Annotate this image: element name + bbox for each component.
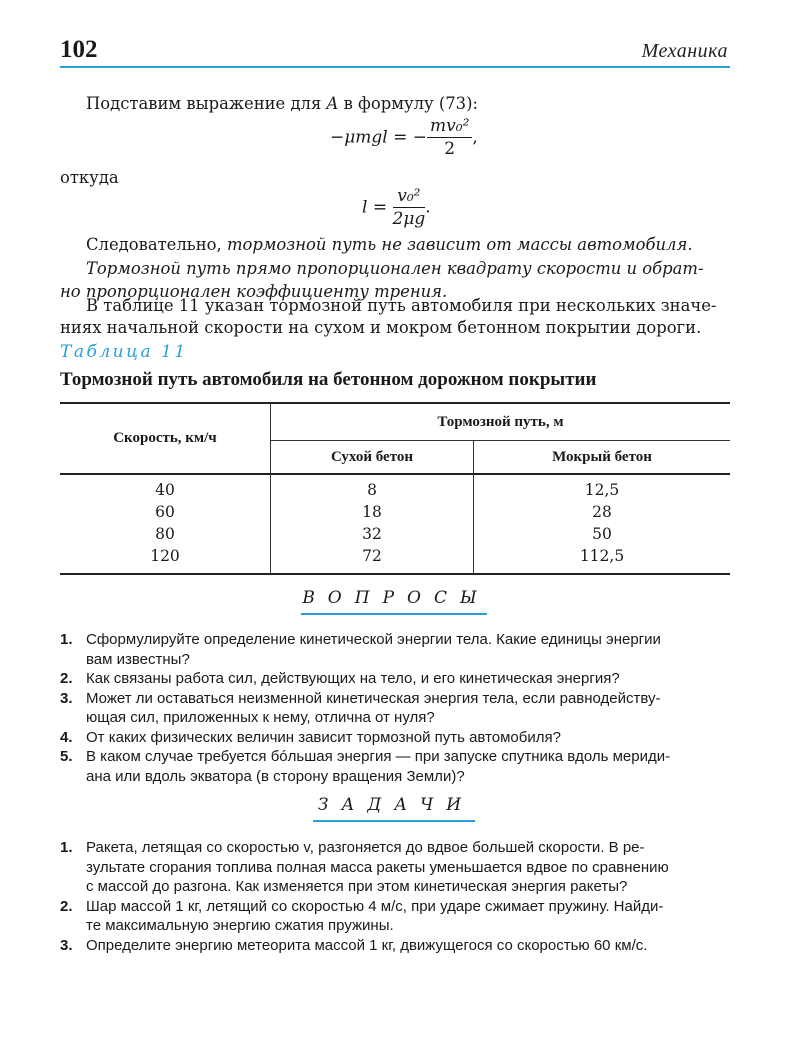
item-number: 5. — [60, 748, 73, 765]
table-row — [60, 474, 730, 501]
item-line: зультате сгорания топлива полная масса ракеты уменьшается вдвое по сравнению — [86, 858, 669, 876]
item-number: 4. — [60, 728, 73, 746]
formula1-tail: , — [472, 127, 478, 148]
conclusion-line-2: Тормозной путь прямо пропорционален квадрату скорости и обрат- — [86, 259, 704, 278]
braking-distance-table — [60, 402, 730, 575]
cell-speed: 60 — [60, 501, 271, 523]
item-number: 1. — [60, 839, 73, 856]
item-line: вам известны? — [86, 650, 190, 668]
item-line: Может ли оставаться неизменной кинетическая энергия тела, если равнодейству- — [86, 689, 661, 707]
item-line: те максимальную энергию сжатия пружины. — [86, 917, 394, 934]
item-number: 1. — [60, 631, 73, 648]
item-line: ана или вдоль экватора (в сторону вращения Земли)? — [86, 767, 465, 785]
item-line: ющая сил, приложенных к нему, отлична от нуля? — [86, 709, 435, 726]
column-header-wet: Мокрый бетон — [552, 448, 652, 465]
cell-speed: 80 — [60, 523, 271, 545]
formula2-denominator: 2μg — [392, 209, 426, 229]
conclusion-line-1 — [86, 233, 693, 257]
intro-text-before: Подставим выражение для — [86, 94, 327, 113]
formula1-fraction — [427, 116, 472, 159]
variable-a: A — [326, 94, 339, 113]
page-number: 102 — [60, 36, 98, 63]
cell-dry: 18 — [271, 501, 474, 523]
item-line: Ракета, летящая со скоростью v, разгоняется до вдвое большей скорости. В ре- — [86, 839, 645, 856]
cell-dry: 72 — [271, 545, 474, 574]
item-number: 3. — [60, 689, 73, 707]
item-line: с массой до разгона. Как изменяется при этом кинетическая энергия ракеты? — [86, 878, 628, 895]
list-item — [60, 689, 732, 728]
formula2-tail: . — [425, 197, 431, 218]
column-header-dry: Сухой бетон — [271, 441, 474, 475]
conclusion-lead: Следовательно, — [86, 235, 227, 254]
table-row — [60, 545, 730, 574]
item-line: От каких физических величин зависит тормозной путь автомобиля? — [86, 728, 561, 746]
formula1-denominator: 2 — [444, 139, 456, 159]
item-line: Шар массой 1 кг, летящий со скоростью 4 м/с, при ударе сжимает пружину. Найди- — [86, 897, 664, 915]
list-item — [60, 897, 732, 936]
table-ref-line-1: В таблице 11 указан тормозной путь автомобиля при нескольких значе- — [86, 296, 717, 315]
item-line: Сформулируйте определение кинетической энергии тела. Какие единицы энергии — [86, 631, 661, 648]
formula2-fraction — [393, 186, 426, 229]
cell-speed: 40 — [60, 474, 271, 501]
item-number: 3. — [60, 936, 73, 954]
problems-heading: ЗАДАЧИ — [317, 795, 475, 815]
word-otkuda: откуда — [60, 168, 119, 187]
item-line: В каком случае требуется бóльшая энергия — при запуске спутника вдоль мериди- — [86, 748, 671, 765]
cell-dry: 32 — [271, 523, 474, 545]
table-title: Тормозной путь автомобиля на бетонном дорожном покрытии — [60, 369, 597, 390]
column-header-braking-distance: Тормозной путь, м — [271, 403, 731, 441]
formula-work-energy — [330, 116, 478, 159]
list-item — [60, 747, 732, 786]
conclusion-italic-1: тормозной путь не зависит от массы автомобиля. — [226, 235, 693, 254]
formula2-numerator: v₀² — [393, 186, 426, 208]
intro-line — [86, 92, 478, 116]
header-rule — [60, 66, 730, 68]
list-item — [60, 669, 732, 689]
formula2-lhs: l = — [362, 197, 393, 218]
cell-wet: 12,5 — [584, 481, 620, 499]
list-item — [60, 838, 732, 897]
table-row — [60, 523, 730, 545]
problems-list — [60, 838, 732, 955]
questions-heading: ВОПРОСЫ — [302, 588, 490, 608]
list-item — [60, 728, 732, 748]
list-item — [60, 630, 732, 669]
cell-wet: 112,5 — [579, 547, 625, 565]
item-line: Определите энергию метеорита массой 1 кг, движущегося со скоростью 60 км/с. — [86, 936, 648, 954]
table-caption: Таблица 11 — [60, 342, 188, 362]
table-row — [60, 501, 730, 523]
questions-heading-rule — [301, 613, 487, 615]
item-line: Как связаны работа сил, действующих на тело, и его кинетическая энергия? — [86, 670, 620, 687]
formula-braking-distance — [362, 186, 431, 229]
conclusion-line-3: но пропорционален коэффициенту трения. — [60, 282, 448, 301]
questions-list — [60, 630, 732, 786]
item-number: 2. — [60, 897, 73, 915]
running-header-section: Механика — [641, 40, 728, 62]
cell-wet: 28 — [592, 503, 612, 521]
item-number: 2. — [60, 670, 73, 687]
cell-dry: 8 — [271, 474, 474, 501]
cell-wet: 50 — [592, 525, 612, 543]
formula1-numerator: mv₀² — [427, 116, 472, 138]
problems-heading-rule — [313, 820, 475, 822]
column-header-speed: Скорость, км/ч — [60, 403, 271, 474]
intro-text-after: в формулу (73): — [338, 94, 479, 113]
table-ref-line-2: ниях начальной скорости на сухом и мокром бетонном покрытии дороги. — [60, 318, 702, 337]
cell-speed: 120 — [60, 545, 271, 574]
list-item — [60, 936, 732, 956]
formula1-lhs: −μmgl = − — [330, 127, 428, 148]
